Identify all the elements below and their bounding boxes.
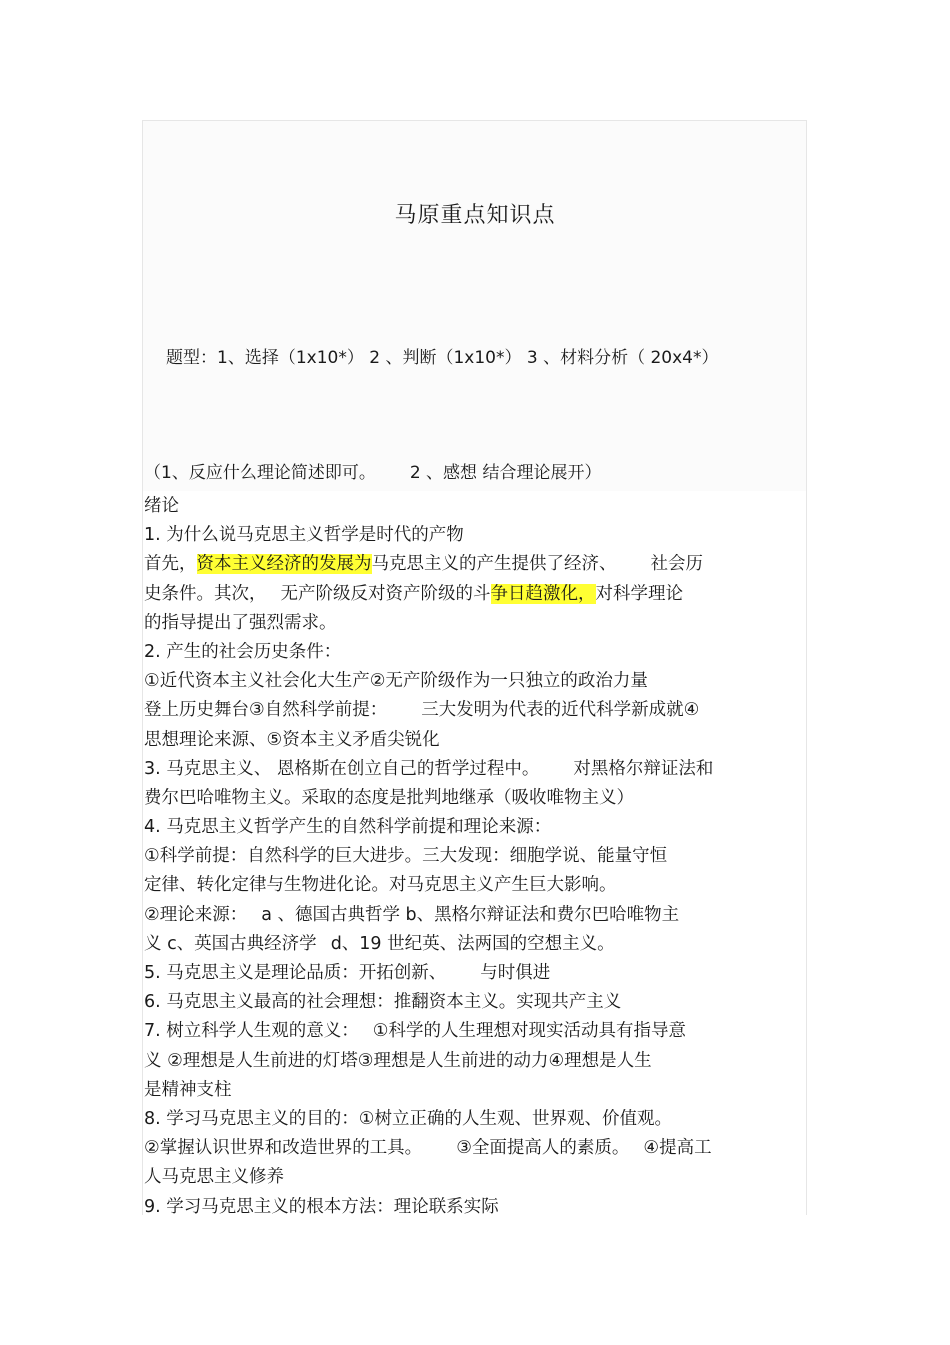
question-7 xyxy=(144,1017,809,1046)
exam-types: 题型：1、选择（1x10*） 2 、判断（1x10*） 3 、材料分析（ 20x4*） xyxy=(166,348,719,368)
text-span: 三大发明为代表的近代科学新成就④ xyxy=(421,700,700,721)
answer-line xyxy=(144,1134,809,1163)
answer-tips xyxy=(144,458,601,483)
text-span: 首先， xyxy=(144,554,197,575)
section-heading: 绪论 xyxy=(144,496,179,516)
highlighted-text: 资本主义经济的发展为 xyxy=(196,554,372,575)
answer-line xyxy=(144,580,809,609)
text-span: 对黑格尔辩证法和 xyxy=(573,758,714,779)
answer-line xyxy=(144,696,809,725)
question-9: 9. 学习马克思主义的根本方法：理论联系实际 xyxy=(144,1196,499,1217)
document-body xyxy=(144,492,809,1222)
document-title: 马原重点知识点 xyxy=(394,203,556,228)
answer-tips-part-2: 2 、感想 结合理论展开） xyxy=(409,463,602,483)
answer-line: ①科学前提：自然科学的巨大进步。三大发现：细胞学说、能量守恒 xyxy=(144,846,668,867)
answer-line: 费尔巴哈唯物主义。采取的态度是批判地继承（吸收唯物主义） xyxy=(144,787,634,808)
text-span: 与时俱进 xyxy=(480,963,551,983)
header-box xyxy=(143,121,806,491)
text-span: 7. 树立科学人生观的意义： xyxy=(144,1021,359,1042)
answer-tips-part-1: （1、反应什么理论简述即可。 xyxy=(144,463,376,483)
answer-line xyxy=(144,930,809,959)
answer-line xyxy=(144,550,809,579)
text-span: d、19 世纪英、法两国的空想主义。 xyxy=(330,933,615,954)
answer-line: ①近代资本主义社会化大生产②无产阶级作为一只独立的政治力量 xyxy=(144,671,648,692)
text-span: 5. 马克思主义是理论品质：开拓创新、 xyxy=(144,963,447,983)
text-span: ②理论来源： xyxy=(144,904,248,925)
text-span: 登上历史舞台③自然科学前提： xyxy=(144,700,388,721)
text-span: 无产阶级反对资产阶级的斗 xyxy=(280,583,491,604)
answer-line: 是精神支柱 xyxy=(144,1079,232,1100)
answer-line: 人马克思主义修养 xyxy=(144,1167,284,1188)
text-span: 义 c、英国古典经济学 xyxy=(144,933,317,954)
answer-line: 思想理论来源、⑤资本主义矛盾尖锐化 xyxy=(144,729,440,750)
text-span: 对科学理论 xyxy=(595,583,683,604)
text-span: 马克思主义的产生提供了经济、 xyxy=(371,554,617,575)
text-span: ④提高工 xyxy=(643,1138,712,1159)
question-6: 6. 马克思主义最高的社会理想：推翻资本主义。实现共产主义 xyxy=(144,992,622,1013)
highlighted-text: 争日趋激化， xyxy=(490,583,596,604)
question-2: 2. 产生的社会历史条件： xyxy=(144,641,342,662)
text-span: 3. 马克思主义、 恩格斯在创立自己的哲学过程中。 xyxy=(144,758,540,779)
question-4: 4. 马克思主义哲学产生的自然科学前提和理论来源： xyxy=(144,817,552,838)
text-span: a 、德国古典哲学 b、黑格尔辩证法和费尔巴哈唯物主 xyxy=(261,904,680,925)
text-span: 社会历 xyxy=(650,554,703,575)
answer-line: 定律、转化定律与生物进化论。对马克思主义产生巨大影响。 xyxy=(144,875,617,896)
question-3 xyxy=(144,755,809,784)
text-span: ③全面提高人的素质。 xyxy=(456,1138,630,1159)
question-5 xyxy=(144,959,809,988)
answer-line xyxy=(144,901,809,930)
text-span: ①科学的人生理想对现实活动具有指导意 xyxy=(372,1021,686,1042)
answer-line: 的指导提出了强烈需求。 xyxy=(144,612,337,633)
answer-line: 义 ②理想是人生前进的灯塔③理想是人生前进的动力④理想是人生 xyxy=(144,1050,652,1071)
text-span: ②掌握认识世界和改造世界的工具。 xyxy=(144,1138,423,1159)
question-1: 1. 为什么说马克思主义哲学是时代的产物 xyxy=(144,525,464,546)
text-span: 史条件。其次， xyxy=(144,583,267,604)
question-8: 8. 学习马克思主义的目的：①树立正确的人生观、世界观、价值观。 xyxy=(144,1108,672,1129)
